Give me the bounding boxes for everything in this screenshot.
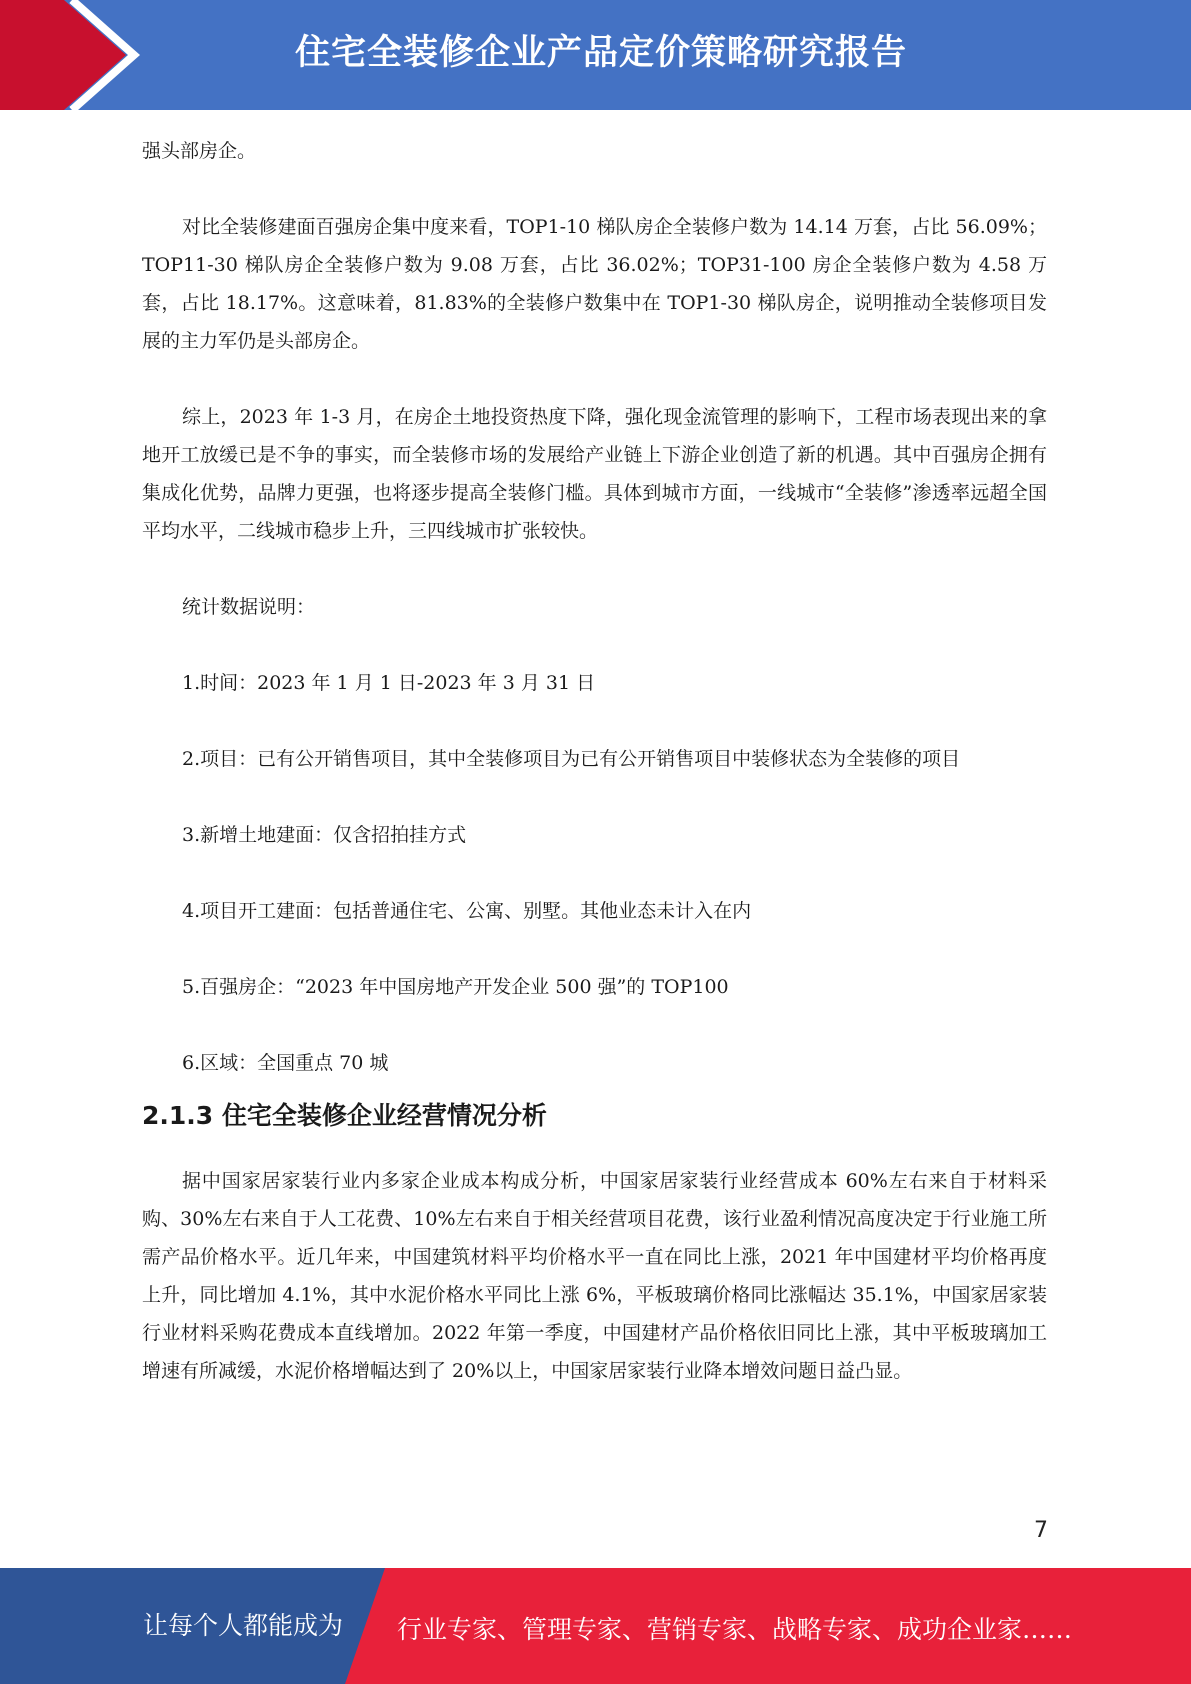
header-chevron-icon <box>0 0 160 110</box>
page-content <box>142 132 1047 1390</box>
page-header <box>0 0 1191 110</box>
footer-slogan-left: 让每个人都能成为 <box>143 1611 344 1640</box>
stats-item: 6.区域：全国重点 70 城 <box>182 1052 389 1074</box>
footer-slogan-right: 行业专家、管理专家、营销专家、战略专家、成功企业家…… <box>397 1615 1073 1644</box>
stats-item: 5.百强房企：“2023 年中国房地产开发企业 500 强”的 TOP100 <box>182 976 729 998</box>
page-footer <box>0 1568 1191 1684</box>
paragraph-continuation: 强头部房企。 <box>142 140 257 162</box>
paragraph-concentration: 对比全装修建面百强房企集中度来看，TOP1-10 梯队房企全装修户数为 14.14 万套，占比 56.09%；TOP11-30 梯队房企全装修户数为 9.08 万套，占比 36.02%；TOP31-100 房企全装修户数为 4.58 万套，占比 18.17%。这意味着，81.83%的全装修户数集中在 TOP1-30 梯队房企，说明推动全装修项目发展的主力军仍是头部房企。 <box>142 216 1047 352</box>
report-title: 住宅全装修企业产品定价策略研究报告 <box>295 33 908 73</box>
stats-item: 2.项目：已有公开销售项目，其中全装修项目为已有公开销售项目中装修状态为全装修的项目 <box>182 748 961 770</box>
paragraph-operations: 据中国家居家装行业内多家企业成本构成分析，中国家居家装行业经营成本 60%左右来自于材料采购、30%左右来自于人工花费、10%左右来自于相关经营项目花费，该行业盈利情况高度决定于行业施工所需产品价格水平。近几年来，中国建筑材料平均价格水平一直在同比上涨，2021 年中国建材平均价格再度上升，同比增加 4.1%，其中水泥价格水平同比上涨 6%，平板玻璃价格同比涨幅达 35.1%，中国家居家装行业材料采购花费成本直线增加。2022 年第一季度，中国建材产品价格依旧同比上涨，其中平板玻璃加工增速有所减缓，水泥价格增幅达到了 20%以上，中国家居家装行业降本增效问题日益凸显。 <box>142 1170 1047 1382</box>
page-number: 7 <box>1034 1518 1048 1543</box>
stats-item: 4.项目开工建面：包括普通住宅、公寓、别墅。其他业态未计入在内 <box>182 900 752 922</box>
stats-title: 统计数据说明： <box>182 596 316 618</box>
section-heading: 2.1.3 住宅全装修企业经营情况分析 <box>142 1101 547 1130</box>
stats-item: 1.时间：2023 年 1 月 1 日-2023 年 3 月 31 日 <box>182 672 596 694</box>
paragraph-summary: 综上，2023 年 1-3 月，在房企土地投资热度下降，强化现金流管理的影响下，工程市场表现出来的拿地开工放缓已是不争的事实，而全装修市场的发展给产业链上下游企业创造了新的机遇。其中百强房企拥有集成化优势，品牌力更强，也将逐步提高全装修门槛。具体到城市方面，一线城市“全装修”渗透率远超全国平均水平，二线城市稳步上升，三四线城市扩张较快。 <box>142 406 1047 542</box>
stats-item: 3.新增土地建面：仅含招拍挂方式 <box>182 824 467 846</box>
